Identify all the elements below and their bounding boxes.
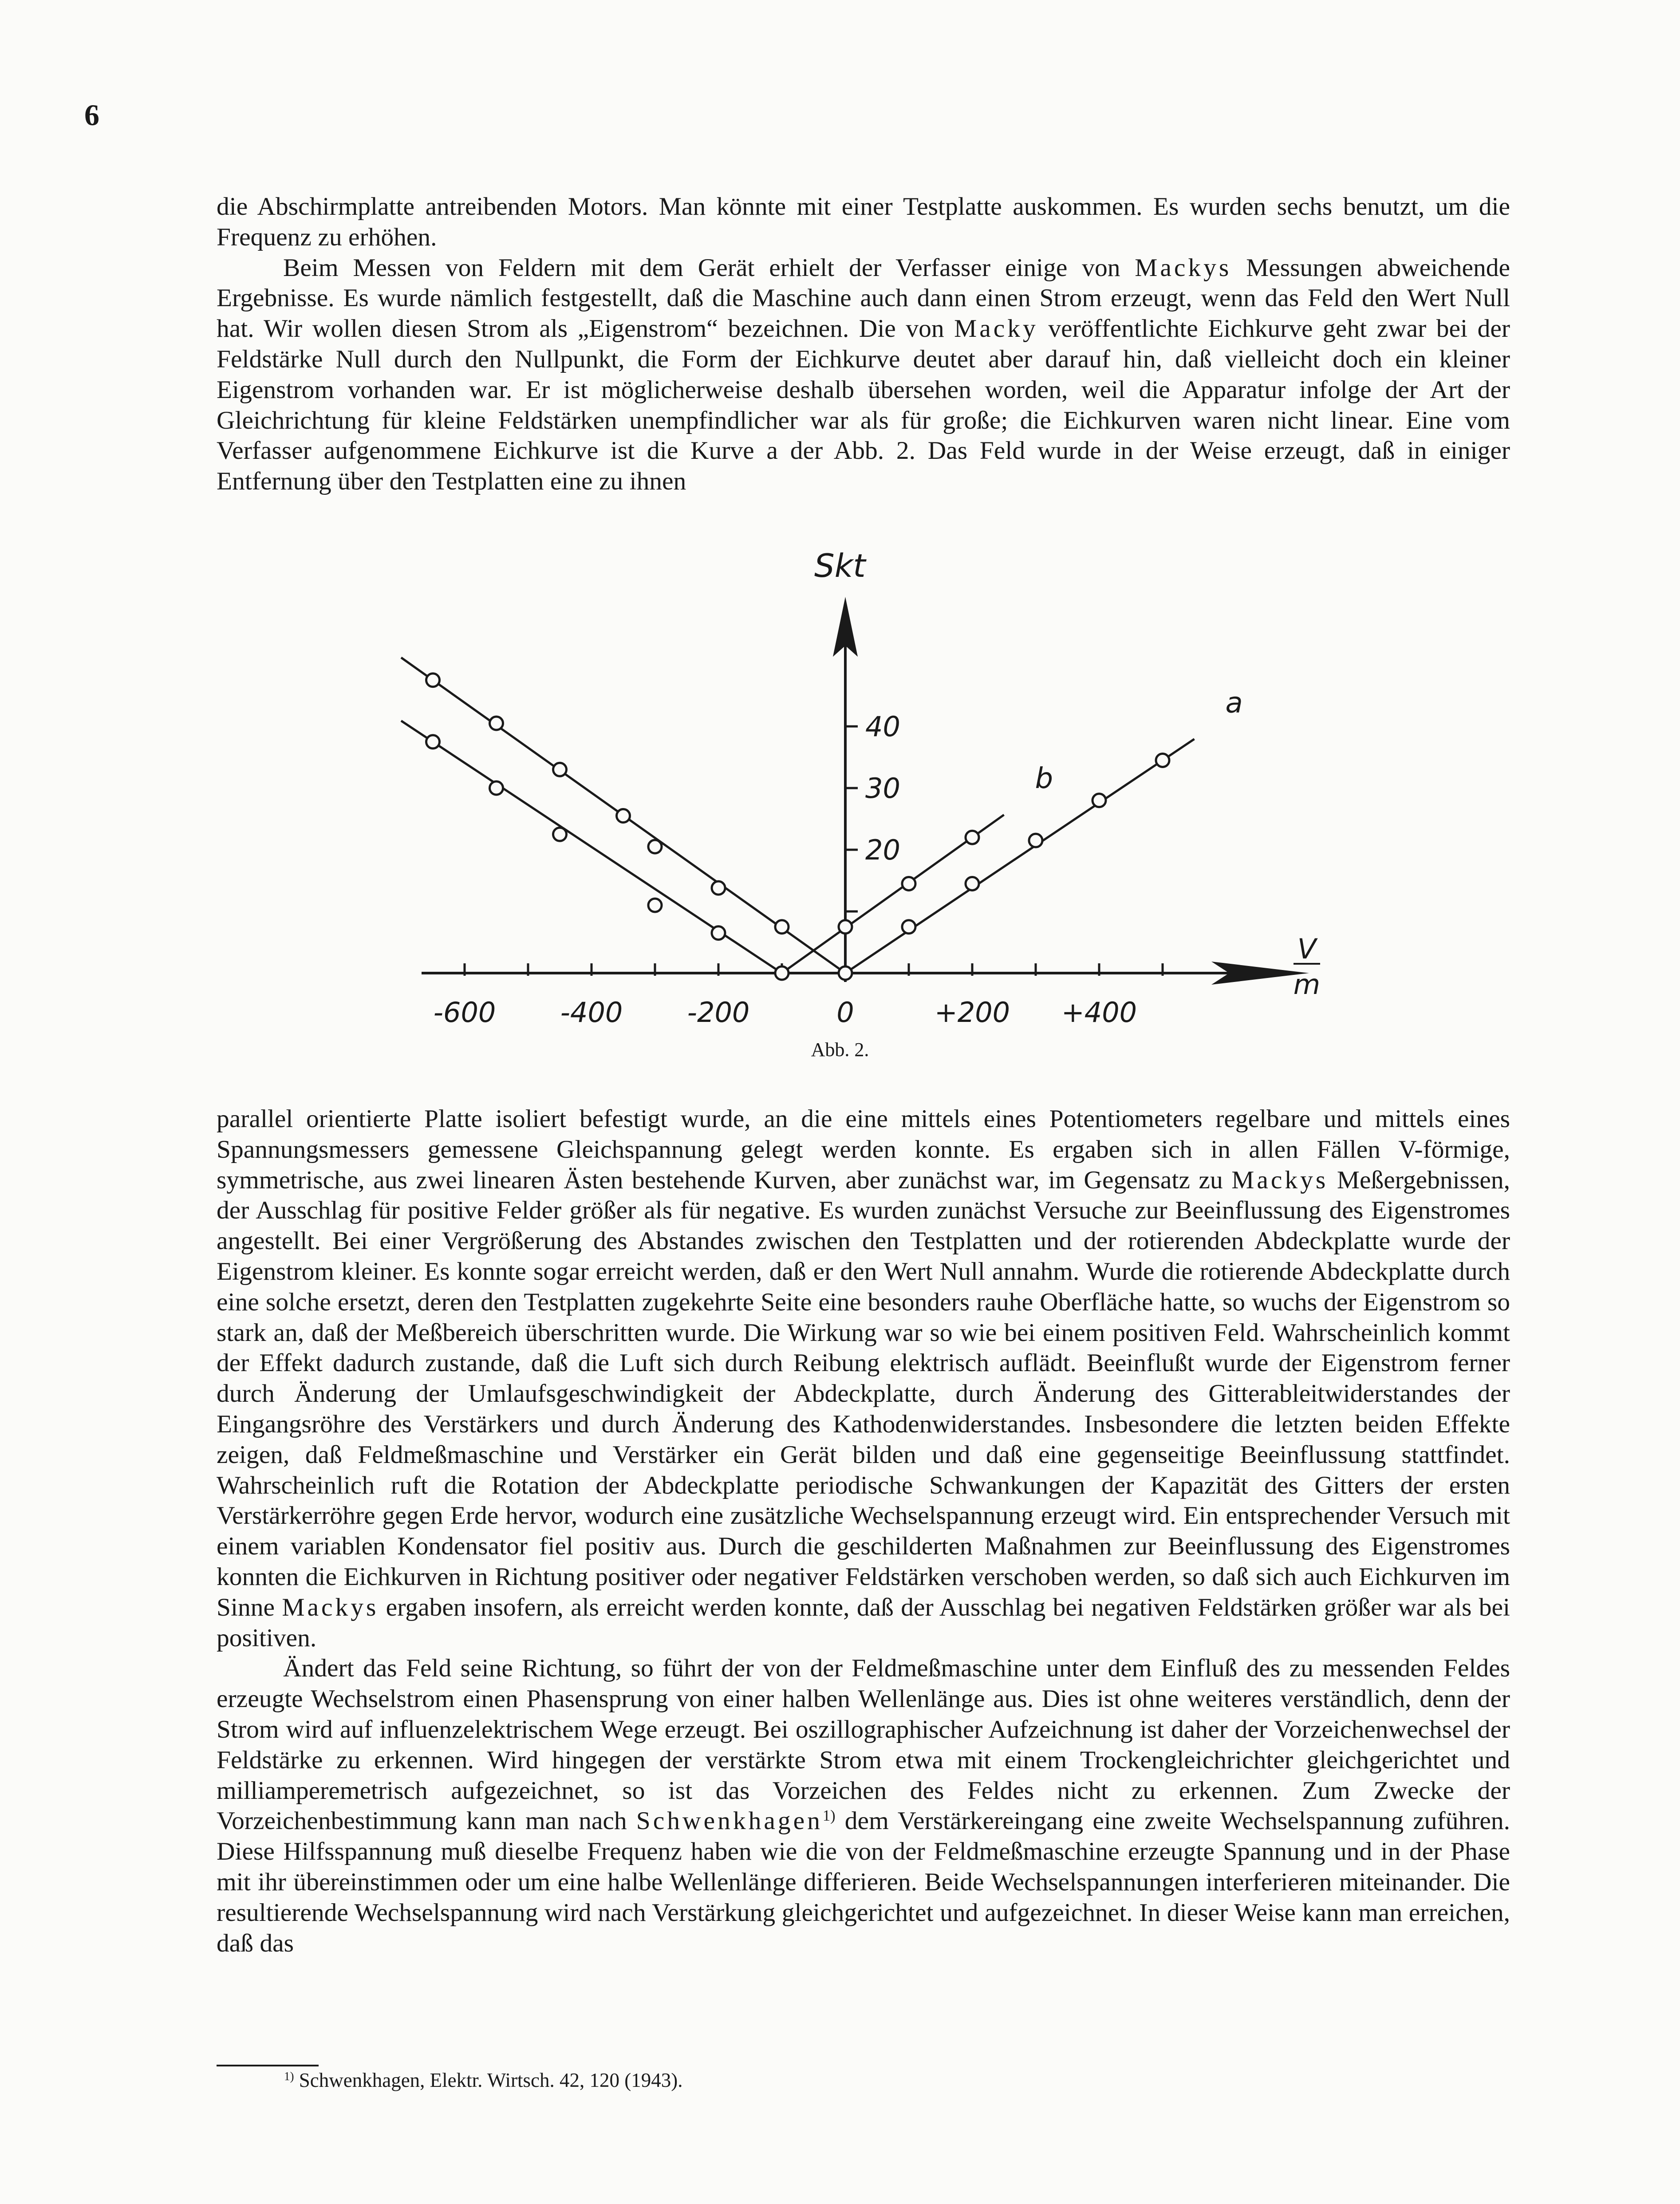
data-point-a [902,920,915,934]
text-run: ergaben insofern, als erreicht werden konnte, daß der Ausschlag bei negativen Feldstärken größer war als bei positiven. [217,1593,1510,1652]
data-point-a [1156,753,1169,767]
x-tick-label: -200 [687,996,750,1029]
text-run: Ändert das Feld seine Richtung, so führt der von der Feldmeßmaschine unter dem Einfluß des zu messenden Feldes erzeugte Wechselstrom einen Phasensprung von einer halben Wellenlänge aus. Dies ist ohne weiteres verständlich, denn der Strom wird auf influenzelektrischem Wege erzeugt. Bei oszillographischer Aufzeichnung ist daher der Vorzeichenwechsel der Feldstärke zu erkennen. Wird hingegen der verstärkte Strom etwa mit einem Trockengleichrichter gleichgerichtet und milliamperemetrisch aufgezeichnet, so ist das Vorzeichen des Feldes nicht zu erkennen. Zum Zwecke der Vorzeichenbestimmung kann man nach [217,1654,1510,1835]
series-line-a [401,658,1195,973]
author-name: Mackys [1135,253,1232,282]
data-point-a [712,881,725,895]
data-point-a [839,966,852,980]
data-point-b [553,828,567,841]
x-tick-label: -600 [433,996,496,1029]
x-axis-label-denominator: m [1293,968,1321,1001]
data-point-b [490,781,503,795]
series-a [401,658,1195,980]
paragraph-4 [217,1653,1510,1959]
data-point-b [712,927,725,940]
footnote [284,2067,682,2094]
data-point-a [966,877,979,890]
text-block-bottom [217,1104,1510,1959]
y-tick-label: 40 [865,710,900,743]
figure-caption: Abb. 2. [811,1039,869,1061]
author-name: Mackys [282,1593,379,1621]
data-point-a [553,763,567,776]
paragraph-2 [217,253,1510,497]
x-tick-label: +400 [1061,996,1137,1029]
data-point-a [775,920,789,934]
data-point-a [1029,834,1042,847]
chart-series [401,658,1195,980]
data-point-b [966,831,979,844]
text-run: Beim Messen von Feldern mit dem Gerät erhielt der Verfasser einige von [283,253,1135,282]
data-point-a [617,809,630,823]
data-point-a [1092,794,1106,807]
data-point-b [648,899,662,912]
x-tick-label: +200 [934,996,1010,1029]
curve-label-a: a [1225,686,1243,720]
series-b [401,721,1004,980]
text-run: Meßergebnissen, der Ausschlag für positive Felder größer als für negative. Es wurden zunächst Versuche zur Beeinflussung des Eigenstromes angestellt. Bei einer Vergrößerung des Abstandes zwischen den Testplatten und der rotierenden Abdeckplatte wurde der Eigenstrom kleiner. Es konnte sogar erreicht werden, daß er den Wert Null annahm. Wurde die rotierende Abdeckplatte durch eine solche ersetzt, deren den Testplatten zugekehrte Seite eine besonders rauhe Oberfläche hatte, so wuchs der Eigenstrom so stark an, daß der Meßbereich überschritten wurde. Die Wirkung war so wie bei einem positiven Feld. Wahrscheinlich kommt der Effekt dadurch zustande, daß die Luft sich durch Reibung elektrisch auflädt. Beeinflußt wurde der Eigenstrom ferner durch Änderung der Umlaufsgeschwindigkeit der Abdeckplatte, durch Änderung des Gitterableitwiderstandes der Eingangsröhre des Verstärkers und durch Änderung des Kathodenwiderstandes. Insbesondere die letzten beiden Effekte zeigen, daß Feldmeßmaschine und Verstärker ein Gerät bilden und daß eine gegenseitige Beeinflussung stattfindet. Wahrscheinlich ruft die Rotation der Abdeckplatte periodische Schwankungen der Kapazität des Gitters der ersten Verstärkerröhre gegen Erde hervor, wodurch eine zusätzliche Wechselspannung erzeugt wird. Ein entsprechender Versuch mit einem variablen Kondensator fiel positiv aus. Durch die geschilderten Maßnahmen zur Beeinflussung des Eigenstromes konnten die Eichkurven in Richtung positiver oder negativer Feldstärken verschoben werden, so daß sich auch Eichkurven im Sinne [217,1166,1510,1621]
data-point-b [902,877,915,890]
y-tick-label: 30 [865,772,900,804]
data-point-a [426,674,440,687]
paragraph-3 [217,1104,1510,1653]
text-run: parallel orientierte Platte isoliert befestigt wurde, an die eine mittels eines Potentiometers regelbare und mittels eines Spannungsmessers gemessene Gleichspannung gelegt werden konnte. Es ergaben sich in allen Fällen V-förmige, symmetrische, aus zwei linearen Ästen bestehende Kurven, aber zunächst war, im Gegensatz zu [217,1105,1510,1194]
data-point-a [648,840,662,853]
text-run: Messungen abweichende Ergebnisse. Es wurde nämlich festgestellt, daß die Maschine auch dann einen Strom erzeugt, wenn das Feld den Wert Null hat. Wir wollen diesen Strom als „Eigenstrom“ bezeichnen. Die von [217,253,1510,343]
text-block-top [217,192,1510,497]
footnote-marker: 1) [284,2070,294,2083]
data-point-b [775,966,789,980]
data-point-b [426,735,440,749]
footnote-rule [217,2065,319,2066]
text-run: dem Verstärkereingang eine zweite Wechselspannung zuführen. Diese Hilfsspannung muß dieselbe Frequenz haben wie die von der Feldmeßmaschine erzeugte Spannung und in der Phase mit ihr übereinstimmen oder um eine halbe Wellenlänge differieren. Beide Wechselspannungen interferieren miteinander. Die resultierende Wechselspannung wird nach Verstärkung gleichgerichtet und aufgezeichnet. In dieser Weise kann man erreichen, daß das [217,1807,1510,1957]
footnote-text: Schwenkhagen, Elektr. Wirtsch. 42, 120 (1943). [294,2069,683,2091]
footnote-reference: 1) [822,1807,836,1825]
text-run: veröffentlichte Eichkurve geht zwar bei der Feldstärke Null durch den Nullpunkt, die Form der Eichkurve deutet aber darauf hin, daß vielleicht doch ein kleiner Eigenstrom vorhanden war. Er ist möglicherweise deshalb übersehen worden, weil die Apparatur infolge der Art der Gleichrichtung für kleine Feldstärken unempfindlicher war als für große; die Eichkurven waren nicht linear. Eine vom Verfasser aufgenommene Eichkurve ist die Kurve a der Abb. 2. Das Feld wurde in der Weise erzeugt, daß in einiger Entfernung über den Testplatten eine zu ihnen [217,315,1510,496]
chart-labels [434,547,1321,1029]
data-point-a [490,717,503,730]
x-tick-label: -400 [560,996,623,1029]
author-name: Schwenkhagen [636,1807,823,1835]
series-line-b [401,721,1004,973]
figure-calibration-curves [0,532,1680,1092]
x-tick-label: 0 [836,996,854,1029]
page-number: 6 [84,98,99,132]
paragraph-1: die Abschirmplatte antreibenden Motors. Man könnte mit einer Testplatte auskommen. Es wurden sechs benutzt, um die Frequenz zu erhöhen. [217,193,1510,251]
calibration-chart [0,532,1680,1092]
author-name: Mackys [1231,1166,1329,1194]
author-name: Macky [954,315,1038,343]
curve-label-b: b [1035,762,1053,796]
y-tick-label: 20 [865,834,900,866]
y-axis-label: Skt [814,547,866,584]
x-axis-label-numerator: V [1297,933,1317,965]
data-point-b [839,920,852,934]
